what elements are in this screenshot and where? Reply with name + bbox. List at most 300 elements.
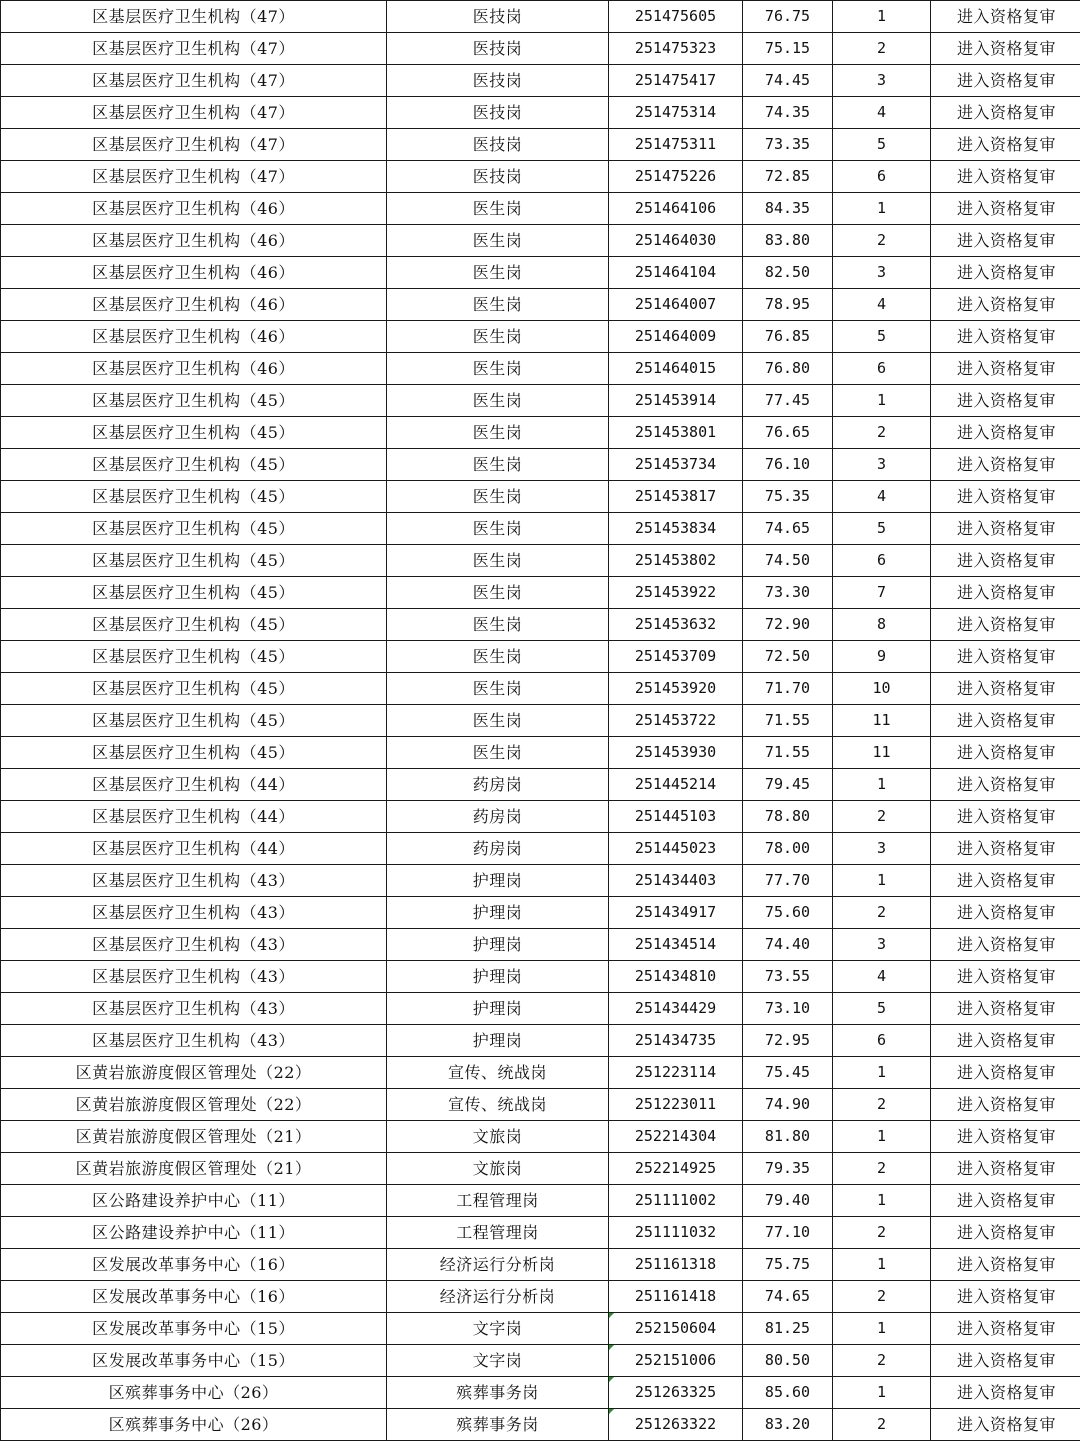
unit-cell: 区基层医疗卫生机构（46） — [1, 257, 387, 289]
table-row — [1, 417, 1080, 449]
status-cell: 进入资格复审 — [931, 865, 1080, 897]
table-row — [1, 1121, 1080, 1153]
exam-id-cell: 251464009 — [609, 321, 743, 353]
status-cell: 进入资格复审 — [931, 1217, 1080, 1249]
status-cell: 进入资格复审 — [931, 1345, 1080, 1377]
score-cell: 72.90 — [743, 609, 833, 641]
score-cell: 76.85 — [743, 321, 833, 353]
post-cell: 医技岗 — [387, 33, 609, 65]
score-cell: 76.80 — [743, 353, 833, 385]
status-cell: 进入资格复审 — [931, 161, 1080, 193]
unit-cell: 区基层医疗卫生机构（44） — [1, 801, 387, 833]
score-cell: 74.50 — [743, 545, 833, 577]
post-cell: 护理岗 — [387, 961, 609, 993]
rank-cell: 7 — [833, 577, 931, 609]
status-cell: 进入资格复审 — [931, 417, 1080, 449]
table-row — [1, 1217, 1080, 1249]
post-cell: 医生岗 — [387, 225, 609, 257]
score-cell: 77.70 — [743, 865, 833, 897]
rank-cell: 2 — [833, 1089, 931, 1121]
post-cell: 医技岗 — [387, 65, 609, 97]
post-cell: 工程管理岗 — [387, 1185, 609, 1217]
post-cell: 医生岗 — [387, 321, 609, 353]
table-row — [1, 481, 1080, 513]
post-cell: 工程管理岗 — [387, 1217, 609, 1249]
status-cell: 进入资格复审 — [931, 353, 1080, 385]
post-cell: 护理岗 — [387, 865, 609, 897]
rank-cell: 2 — [833, 1217, 931, 1249]
status-cell: 进入资格复审 — [931, 1153, 1080, 1185]
table-row — [1, 929, 1080, 961]
table-row — [1, 257, 1080, 289]
status-cell: 进入资格复审 — [931, 737, 1080, 769]
rank-cell: 5 — [833, 513, 931, 545]
table-row — [1, 1153, 1080, 1185]
rank-cell: 2 — [833, 1345, 931, 1377]
post-cell: 医生岗 — [387, 257, 609, 289]
post-cell: 医技岗 — [387, 129, 609, 161]
status-cell: 进入资格复审 — [931, 641, 1080, 673]
rank-cell: 3 — [833, 257, 931, 289]
score-cell: 72.85 — [743, 161, 833, 193]
exam-id-cell: 251161318 — [609, 1249, 743, 1281]
post-cell: 药房岗 — [387, 769, 609, 801]
exam-id-cell: 251445103 — [609, 801, 743, 833]
unit-cell: 区基层医疗卫生机构（46） — [1, 289, 387, 321]
post-cell: 医生岗 — [387, 673, 609, 705]
exam-id-cell: 251223011 — [609, 1089, 743, 1121]
post-cell: 护理岗 — [387, 993, 609, 1025]
score-cell: 72.95 — [743, 1025, 833, 1057]
unit-cell: 区基层医疗卫生机构（46） — [1, 353, 387, 385]
unit-cell: 区殡葬事务中心（26） — [1, 1409, 387, 1441]
status-cell: 进入资格复审 — [931, 1281, 1080, 1313]
unit-cell: 区基层医疗卫生机构（45） — [1, 577, 387, 609]
unit-cell: 区基层医疗卫生机构（47） — [1, 65, 387, 97]
exam-id-cell: 251453930 — [609, 737, 743, 769]
status-cell: 进入资格复审 — [931, 129, 1080, 161]
status-cell: 进入资格复审 — [931, 97, 1080, 129]
status-cell: 进入资格复审 — [931, 1089, 1080, 1121]
status-cell: 进入资格复审 — [931, 1057, 1080, 1089]
score-cell: 79.35 — [743, 1153, 833, 1185]
exam-id-cell: 251475605 — [609, 1, 743, 33]
post-cell: 医生岗 — [387, 705, 609, 737]
rank-cell: 2 — [833, 1409, 931, 1441]
score-cell: 76.10 — [743, 449, 833, 481]
post-cell: 医生岗 — [387, 577, 609, 609]
score-cell: 75.15 — [743, 33, 833, 65]
exam-id-cell: 251453734 — [609, 449, 743, 481]
table-row — [1, 673, 1080, 705]
exam-id-cell: 251475323 — [609, 33, 743, 65]
unit-cell: 区基层医疗卫生机构（43） — [1, 993, 387, 1025]
table-row — [1, 161, 1080, 193]
rank-cell: 1 — [833, 1377, 931, 1409]
table-row — [1, 705, 1080, 737]
rank-cell: 1 — [833, 193, 931, 225]
score-cell: 76.65 — [743, 417, 833, 449]
table-row — [1, 193, 1080, 225]
table-row — [1, 449, 1080, 481]
status-cell: 进入资格复审 — [931, 1121, 1080, 1153]
exam-id-cell: 251263325 — [609, 1377, 743, 1409]
status-cell: 进入资格复审 — [931, 289, 1080, 321]
status-cell: 进入资格复审 — [931, 833, 1080, 865]
rank-cell: 4 — [833, 289, 931, 321]
post-cell: 经济运行分析岗 — [387, 1249, 609, 1281]
post-cell: 文字岗 — [387, 1345, 609, 1377]
rank-cell: 9 — [833, 641, 931, 673]
score-cell: 80.50 — [743, 1345, 833, 1377]
unit-cell: 区黄岩旅游度假区管理处（21） — [1, 1121, 387, 1153]
unit-cell: 区发展改革事务中心（15） — [1, 1313, 387, 1345]
table-row — [1, 641, 1080, 673]
exam-id-cell: 252151006 — [609, 1345, 743, 1377]
score-cell: 74.90 — [743, 1089, 833, 1121]
rank-cell: 1 — [833, 1057, 931, 1089]
exam-id-cell: 251464106 — [609, 193, 743, 225]
exam-id-cell: 251475314 — [609, 97, 743, 129]
status-cell: 进入资格复审 — [931, 897, 1080, 929]
rank-cell: 2 — [833, 1153, 931, 1185]
score-cell: 78.80 — [743, 801, 833, 833]
post-cell: 护理岗 — [387, 1025, 609, 1057]
post-cell: 殡葬事务岗 — [387, 1377, 609, 1409]
score-cell: 75.60 — [743, 897, 833, 929]
exam-id-cell: 251453802 — [609, 545, 743, 577]
post-cell: 文旅岗 — [387, 1121, 609, 1153]
unit-cell: 区基层医疗卫生机构（47） — [1, 129, 387, 161]
score-cell: 83.20 — [743, 1409, 833, 1441]
rank-cell: 3 — [833, 929, 931, 961]
rank-cell: 3 — [833, 833, 931, 865]
status-cell: 进入资格复审 — [931, 801, 1080, 833]
status-cell: 进入资格复审 — [931, 1313, 1080, 1345]
unit-cell: 区基层医疗卫生机构（45） — [1, 705, 387, 737]
exam-id-cell: 251464030 — [609, 225, 743, 257]
status-cell: 进入资格复审 — [931, 1185, 1080, 1217]
rank-cell: 6 — [833, 161, 931, 193]
table-row — [1, 961, 1080, 993]
score-cell: 75.45 — [743, 1057, 833, 1089]
table-row — [1, 321, 1080, 353]
post-cell: 药房岗 — [387, 801, 609, 833]
unit-cell: 区基层医疗卫生机构（45） — [1, 609, 387, 641]
unit-cell: 区发展改革事务中心（16） — [1, 1249, 387, 1281]
post-cell: 医生岗 — [387, 449, 609, 481]
unit-cell: 区基层医疗卫生机构（44） — [1, 769, 387, 801]
rank-cell: 1 — [833, 1, 931, 33]
rank-cell: 6 — [833, 353, 931, 385]
unit-cell: 区基层医疗卫生机构（45） — [1, 737, 387, 769]
exam-id-cell: 252214925 — [609, 1153, 743, 1185]
exam-id-cell: 251453834 — [609, 513, 743, 545]
table-row — [1, 897, 1080, 929]
rank-cell: 4 — [833, 961, 931, 993]
post-cell: 医生岗 — [387, 545, 609, 577]
post-cell: 医生岗 — [387, 385, 609, 417]
unit-cell: 区公路建设养护中心（11） — [1, 1185, 387, 1217]
unit-cell: 区黄岩旅游度假区管理处（21） — [1, 1153, 387, 1185]
unit-cell: 区发展改革事务中心（15） — [1, 1345, 387, 1377]
post-cell: 医生岗 — [387, 513, 609, 545]
status-cell: 进入资格复审 — [931, 961, 1080, 993]
score-cell: 82.50 — [743, 257, 833, 289]
exam-id-cell: 251453922 — [609, 577, 743, 609]
post-cell: 医生岗 — [387, 641, 609, 673]
exam-id-cell: 251445023 — [609, 833, 743, 865]
unit-cell: 区基层医疗卫生机构（45） — [1, 545, 387, 577]
unit-cell: 区基层医疗卫生机构（43） — [1, 961, 387, 993]
status-cell: 进入资格复审 — [931, 673, 1080, 705]
exam-id-cell: 251475417 — [609, 65, 743, 97]
post-cell: 药房岗 — [387, 833, 609, 865]
exam-id-cell: 251434429 — [609, 993, 743, 1025]
post-cell: 医生岗 — [387, 609, 609, 641]
post-cell: 医生岗 — [387, 737, 609, 769]
unit-cell: 区基层医疗卫生机构（45） — [1, 385, 387, 417]
status-cell: 进入资格复审 — [931, 65, 1080, 97]
exam-id-cell: 251434403 — [609, 865, 743, 897]
table-row — [1, 1089, 1080, 1121]
table-row — [1, 865, 1080, 897]
table-row — [1, 385, 1080, 417]
status-cell: 进入资格复审 — [931, 225, 1080, 257]
unit-cell: 区殡葬事务中心（26） — [1, 1377, 387, 1409]
rank-cell: 1 — [833, 1121, 931, 1153]
table-row — [1, 353, 1080, 385]
exam-id-cell: 251223114 — [609, 1057, 743, 1089]
score-cell: 77.10 — [743, 1217, 833, 1249]
status-cell: 进入资格复审 — [931, 1377, 1080, 1409]
table-row — [1, 1185, 1080, 1217]
table-row — [1, 737, 1080, 769]
status-cell: 进入资格复审 — [931, 321, 1080, 353]
unit-cell: 区发展改革事务中心（16） — [1, 1281, 387, 1313]
score-cell: 76.75 — [743, 1, 833, 33]
score-cell: 75.35 — [743, 481, 833, 513]
status-cell: 进入资格复审 — [931, 1249, 1080, 1281]
status-cell: 进入资格复审 — [931, 609, 1080, 641]
score-cell: 79.40 — [743, 1185, 833, 1217]
score-cell: 78.00 — [743, 833, 833, 865]
status-cell: 进入资格复审 — [931, 705, 1080, 737]
exam-id-cell: 251434514 — [609, 929, 743, 961]
status-cell: 进入资格复审 — [931, 513, 1080, 545]
exam-id-cell: 251453709 — [609, 641, 743, 673]
table-row — [1, 769, 1080, 801]
unit-cell: 区基层医疗卫生机构（47） — [1, 33, 387, 65]
table-row — [1, 129, 1080, 161]
table-row — [1, 545, 1080, 577]
score-cell: 85.60 — [743, 1377, 833, 1409]
exam-id-cell: 251464015 — [609, 353, 743, 385]
post-cell: 经济运行分析岗 — [387, 1281, 609, 1313]
rank-cell: 6 — [833, 1025, 931, 1057]
post-cell: 宣传、统战岗 — [387, 1089, 609, 1121]
score-cell: 74.45 — [743, 65, 833, 97]
exam-id-cell: 251475226 — [609, 161, 743, 193]
score-cell: 73.10 — [743, 993, 833, 1025]
exam-id-cell: 251111002 — [609, 1185, 743, 1217]
status-cell: 进入资格复审 — [931, 545, 1080, 577]
rank-cell: 10 — [833, 673, 931, 705]
rank-cell: 4 — [833, 481, 931, 513]
table-row — [1, 33, 1080, 65]
unit-cell: 区公路建设养护中心（11） — [1, 1217, 387, 1249]
unit-cell: 区基层医疗卫生机构（47） — [1, 97, 387, 129]
score-cell: 71.70 — [743, 673, 833, 705]
score-cell: 79.45 — [743, 769, 833, 801]
score-cell: 71.55 — [743, 705, 833, 737]
unit-cell: 区基层医疗卫生机构（45） — [1, 513, 387, 545]
results-table-body — [1, 1, 1080, 1441]
score-cell: 74.35 — [743, 97, 833, 129]
rank-cell: 2 — [833, 225, 931, 257]
post-cell: 医生岗 — [387, 289, 609, 321]
rank-cell: 2 — [833, 33, 931, 65]
score-cell: 73.30 — [743, 577, 833, 609]
rank-cell: 1 — [833, 1249, 931, 1281]
score-cell: 73.55 — [743, 961, 833, 993]
rank-cell: 11 — [833, 705, 931, 737]
rank-cell: 1 — [833, 1313, 931, 1345]
rank-cell: 1 — [833, 769, 931, 801]
rank-cell: 3 — [833, 65, 931, 97]
score-cell: 78.95 — [743, 289, 833, 321]
table-row — [1, 1, 1080, 33]
score-cell: 77.45 — [743, 385, 833, 417]
exam-id-cell: 251434810 — [609, 961, 743, 993]
status-cell: 进入资格复审 — [931, 33, 1080, 65]
rank-cell: 2 — [833, 897, 931, 929]
rank-cell: 5 — [833, 129, 931, 161]
post-cell: 医技岗 — [387, 161, 609, 193]
unit-cell: 区基层医疗卫生机构（47） — [1, 161, 387, 193]
rank-cell: 2 — [833, 417, 931, 449]
table-row — [1, 1313, 1080, 1345]
exam-id-cell: 251453817 — [609, 481, 743, 513]
table-row — [1, 1409, 1080, 1441]
table-row — [1, 993, 1080, 1025]
status-cell: 进入资格复审 — [931, 769, 1080, 801]
post-cell: 医生岗 — [387, 417, 609, 449]
table-row — [1, 1025, 1080, 1057]
exam-id-cell: 251445214 — [609, 769, 743, 801]
unit-cell: 区基层医疗卫生机构（47） — [1, 1, 387, 33]
table-row — [1, 1281, 1080, 1313]
table-row — [1, 513, 1080, 545]
table-row — [1, 225, 1080, 257]
post-cell: 殡葬事务岗 — [387, 1409, 609, 1441]
table-row — [1, 97, 1080, 129]
score-cell: 72.50 — [743, 641, 833, 673]
unit-cell: 区基层医疗卫生机构（45） — [1, 417, 387, 449]
score-cell: 73.35 — [743, 129, 833, 161]
exam-id-cell: 251263322 — [609, 1409, 743, 1441]
status-cell: 进入资格复审 — [931, 1, 1080, 33]
score-cell: 83.80 — [743, 225, 833, 257]
exam-id-cell: 252150604 — [609, 1313, 743, 1345]
unit-cell: 区黄岩旅游度假区管理处（22） — [1, 1089, 387, 1121]
exam-id-cell: 252214304 — [609, 1121, 743, 1153]
exam-id-cell: 251464007 — [609, 289, 743, 321]
post-cell: 护理岗 — [387, 897, 609, 929]
unit-cell: 区基层医疗卫生机构（46） — [1, 321, 387, 353]
table-row — [1, 1377, 1080, 1409]
rank-cell: 2 — [833, 1281, 931, 1313]
score-cell: 74.65 — [743, 513, 833, 545]
score-cell: 81.25 — [743, 1313, 833, 1345]
status-cell: 进入资格复审 — [931, 577, 1080, 609]
score-cell: 71.55 — [743, 737, 833, 769]
score-cell: 75.75 — [743, 1249, 833, 1281]
unit-cell: 区基层医疗卫生机构（44） — [1, 833, 387, 865]
score-cell: 84.35 — [743, 193, 833, 225]
table-row — [1, 833, 1080, 865]
rank-cell: 2 — [833, 801, 931, 833]
rank-cell: 4 — [833, 97, 931, 129]
status-cell: 进入资格复审 — [931, 1409, 1080, 1441]
table-row — [1, 1057, 1080, 1089]
exam-id-cell: 251453722 — [609, 705, 743, 737]
unit-cell: 区基层医疗卫生机构（43） — [1, 929, 387, 961]
post-cell: 医技岗 — [387, 97, 609, 129]
post-cell: 文旅岗 — [387, 1153, 609, 1185]
exam-id-cell: 251161418 — [609, 1281, 743, 1313]
exam-id-cell: 251453920 — [609, 673, 743, 705]
exam-id-cell: 251434917 — [609, 897, 743, 929]
table-row — [1, 1345, 1080, 1377]
post-cell: 医生岗 — [387, 481, 609, 513]
exam-id-cell: 251111032 — [609, 1217, 743, 1249]
table-row — [1, 289, 1080, 321]
status-cell: 进入资格复审 — [931, 481, 1080, 513]
exam-id-cell: 251475311 — [609, 129, 743, 161]
status-cell: 进入资格复审 — [931, 193, 1080, 225]
exam-id-cell: 251453801 — [609, 417, 743, 449]
exam-id-cell: 251434735 — [609, 1025, 743, 1057]
exam-id-cell: 251464104 — [609, 257, 743, 289]
rank-cell: 1 — [833, 385, 931, 417]
unit-cell: 区基层医疗卫生机构（43） — [1, 865, 387, 897]
rank-cell: 11 — [833, 737, 931, 769]
unit-cell: 区基层医疗卫生机构（45） — [1, 449, 387, 481]
status-cell: 进入资格复审 — [931, 449, 1080, 481]
status-cell: 进入资格复审 — [931, 993, 1080, 1025]
table-row — [1, 1249, 1080, 1281]
post-cell: 文字岗 — [387, 1313, 609, 1345]
table-row — [1, 65, 1080, 97]
status-cell: 进入资格复审 — [931, 257, 1080, 289]
status-cell: 进入资格复审 — [931, 1025, 1080, 1057]
table-row — [1, 577, 1080, 609]
unit-cell: 区基层医疗卫生机构（46） — [1, 193, 387, 225]
rank-cell: 5 — [833, 993, 931, 1025]
unit-cell: 区黄岩旅游度假区管理处（22） — [1, 1057, 387, 1089]
rank-cell: 8 — [833, 609, 931, 641]
unit-cell: 区基层医疗卫生机构（45） — [1, 641, 387, 673]
unit-cell: 区基层医疗卫生机构（43） — [1, 1025, 387, 1057]
score-cell: 81.80 — [743, 1121, 833, 1153]
score-cell: 74.40 — [743, 929, 833, 961]
unit-cell: 区基层医疗卫生机构（43） — [1, 897, 387, 929]
exam-id-cell: 251453632 — [609, 609, 743, 641]
status-cell: 进入资格复审 — [931, 929, 1080, 961]
rank-cell: 1 — [833, 865, 931, 897]
table-row — [1, 801, 1080, 833]
